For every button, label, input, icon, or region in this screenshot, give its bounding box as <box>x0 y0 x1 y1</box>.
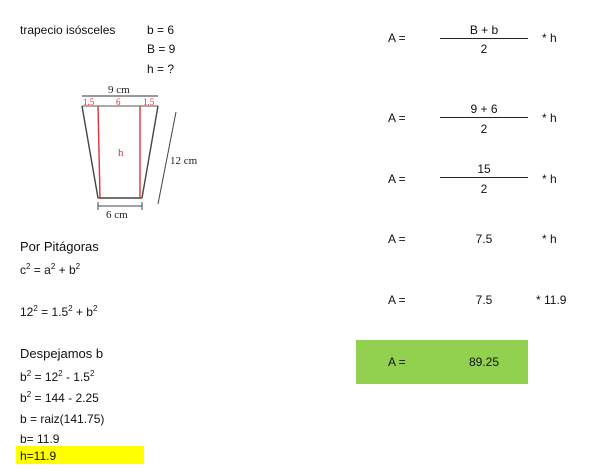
top-left-label: 1.5 <box>83 97 95 107</box>
area-row-2-numerator: 9 + 6 <box>470 102 498 116</box>
area-row-1-denominator: 2 <box>480 42 488 56</box>
height-label: h <box>118 147 124 159</box>
area-row-4-mult: * h <box>542 232 557 246</box>
given-b: b = 6 <box>147 23 175 37</box>
left-edge <box>82 106 98 198</box>
area-row-3-denominator: 2 <box>480 182 488 196</box>
area-row-5-label: A = <box>388 293 406 307</box>
area-row-2-denominator: 2 <box>480 122 488 136</box>
area-row-4-value: 7.5 <box>475 232 493 246</box>
height-line-left <box>98 106 100 198</box>
despejamos-title: Despejamos b <box>20 346 104 361</box>
despejamos-line-3: b = raiz(141.75) <box>20 412 105 426</box>
area-result-value: 89.25 <box>468 355 500 369</box>
despejamos-line-2: $b^2 = 144 - 2.25$ <box>20 390 99 405</box>
area-result-label: A = <box>388 355 406 369</box>
area-row-2-label: A = <box>388 111 406 125</box>
given-B: B = 9 <box>147 42 176 56</box>
problem-title: trapecio isósceles <box>20 23 116 37</box>
area-row-3-numerator: 15 <box>477 162 491 176</box>
pitagoras-substitution: $12^2 = 1.5^2 + b^2$ <box>20 304 98 319</box>
despejamos-line-4: b= 11.9 <box>20 432 60 446</box>
despejamos-line-1: $b^2 = 12^2 - 1.5^2$ <box>20 369 95 384</box>
top-right-label: 1.5 <box>143 97 155 107</box>
area-row-2-fraction-bar <box>440 117 528 118</box>
area-row-3-mult: * h <box>542 172 557 186</box>
pitagoras-formula: $c^2 = a^2 + b^2$ <box>20 262 81 277</box>
area-row-3-fraction-bar <box>440 177 528 178</box>
area-row-1-numerator: B + b <box>469 23 499 37</box>
top-label: 9 cm <box>108 84 130 96</box>
bottom-label: 6 cm <box>106 209 128 221</box>
area-row-3-label: A = <box>388 172 406 186</box>
top-mid-label: 6 <box>116 97 121 107</box>
area-row-2-mult: * h <box>542 111 557 125</box>
side-label: 12 cm <box>170 155 198 167</box>
area-row-4-label: A = <box>388 232 406 246</box>
despejamos-line-5: h=11.9 <box>20 449 57 463</box>
area-row-1-label: A = <box>388 31 406 45</box>
trapezoid-diagram <box>70 82 220 222</box>
right-edge <box>142 106 158 198</box>
area-row-1-fraction-bar <box>440 38 528 39</box>
given-h: h = ? <box>147 62 175 76</box>
area-row-5-mult: * 11.9 <box>536 293 567 307</box>
area-row-5-value: 7.5 <box>475 293 493 307</box>
area-row-1-mult: * h <box>542 31 557 45</box>
pitagoras-title: Por Pitágoras <box>20 239 99 254</box>
